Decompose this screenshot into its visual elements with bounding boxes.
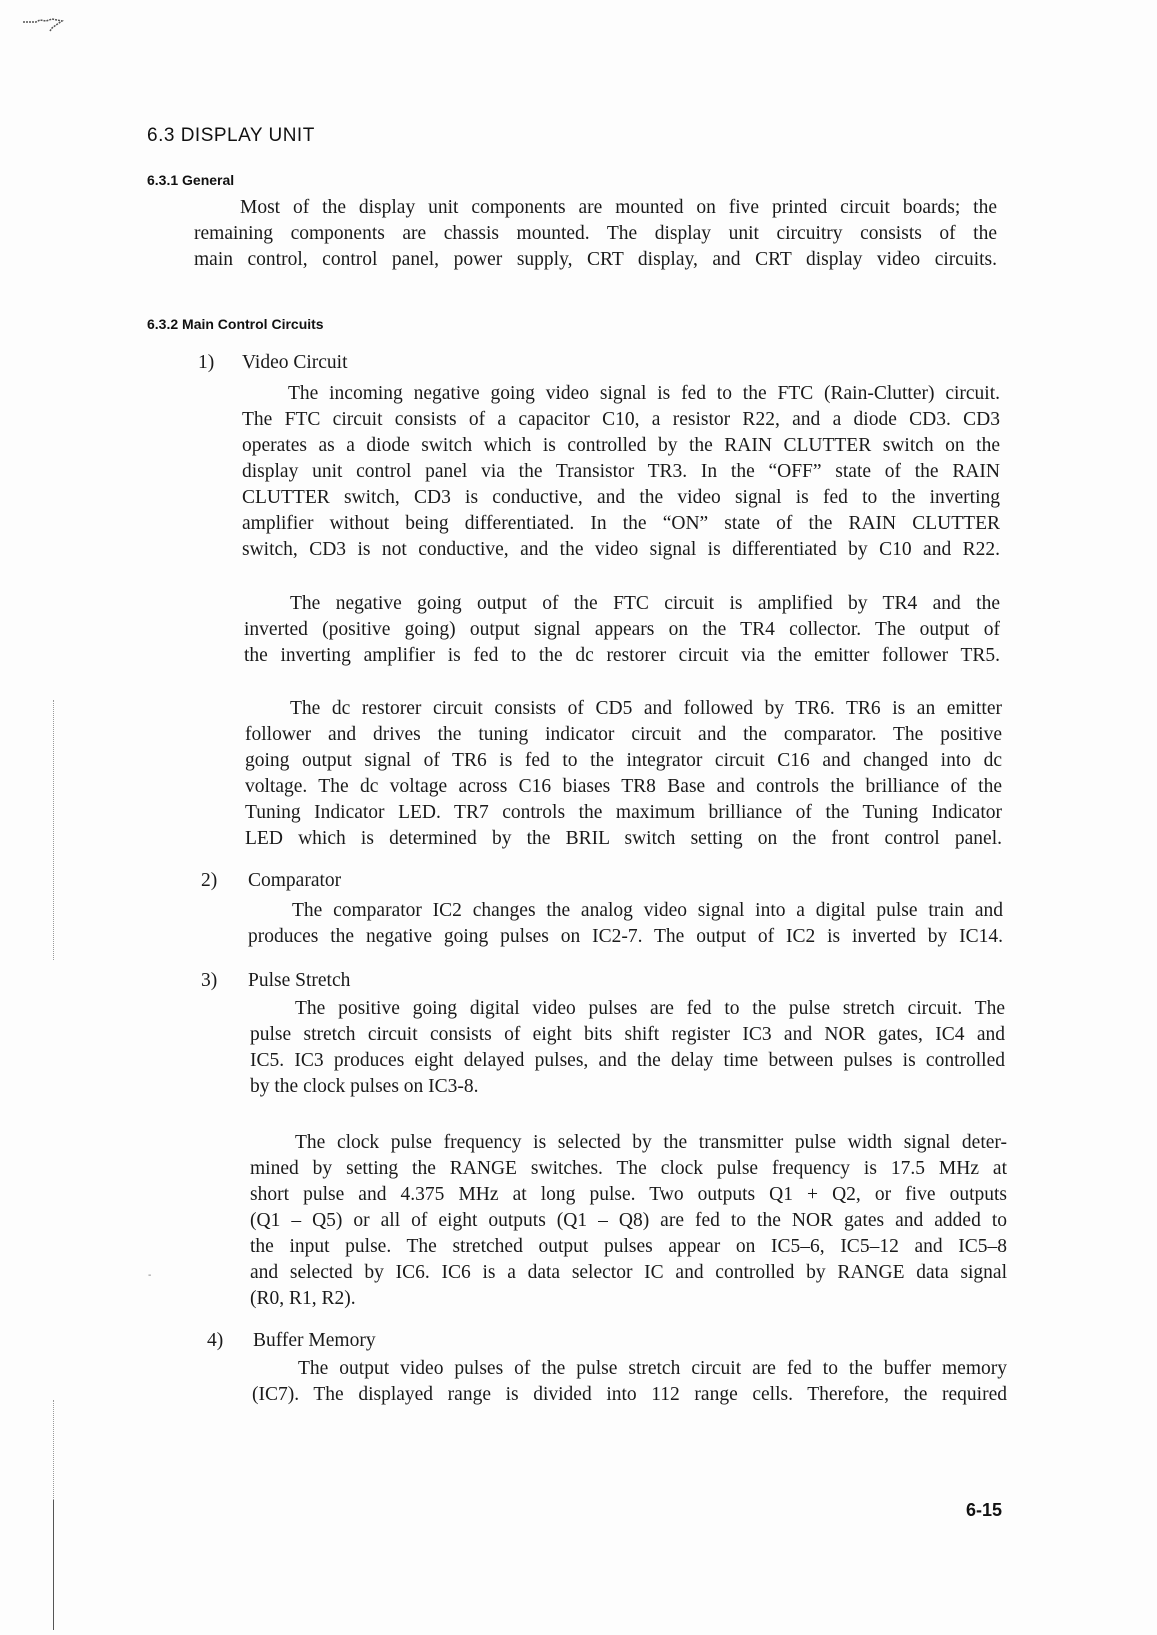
paragraph-line: going output signal of TR6 is fed to the integrator circuit C16 and changed into dc: [245, 750, 1002, 771]
paragraph-line: LED which is determined by the BRIL switch setting on the front control panel.: [245, 828, 1002, 849]
paragraph-line: mined by setting the RANGE switches. The clock pulse frequency is 17.5 MHz at: [250, 1158, 1007, 1179]
paragraph-line: and selected by IC6. IC6 is a data selector IC and controlled by RANGE data signal: [250, 1262, 1007, 1283]
scan-margin-rule: [53, 1500, 54, 1630]
paragraph-line: The FTC circuit consists of a capacitor C10, a resistor R22, and a diode CD3. CD3: [242, 409, 1000, 430]
paragraph-line: The negative going output of the FTC circuit is amplified by TR4 and the: [290, 593, 1000, 614]
paragraph-line: The output video pulses of the pulse stretch circuit are fed to the buffer memory: [298, 1358, 1007, 1379]
item-number: 3): [201, 970, 218, 991]
scan-artifact-mark: [22, 16, 64, 32]
item-title-buffer-memory: Buffer Memory: [253, 1330, 376, 1351]
scan-margin-dots: [53, 700, 55, 960]
paragraph-line: the input pulse. The stretched output pulses appear on IC5–6, IC5–12 and IC5–8: [250, 1236, 1007, 1257]
item-number: 1): [198, 352, 215, 373]
paragraph-line: remaining components are chassis mounted. The display unit circuitry consists of the: [194, 223, 997, 244]
paragraph-line: pulse stretch circuit consists of eight bits shift register IC3 and NOR gates, IC4 and: [250, 1024, 1005, 1045]
paragraph-line: by the clock pulses on IC3-8.: [250, 1076, 479, 1097]
paragraph-line: short pulse and 4.375 MHz at long pulse. Two outputs Q1 + Q2, or five outputs: [250, 1184, 1007, 1205]
subsection-heading-main-control: 6.3.2 Main Control Circuits: [147, 316, 324, 332]
paragraph-line: The clock pulse frequency is selected by the transmitter pulse width signal deter-: [295, 1132, 1007, 1153]
scan-margin-dots: [53, 1400, 55, 1500]
paragraph-line: voltage. The dc voltage across C16 biases TR8 Base and controls the brilliance of the: [245, 776, 1002, 797]
paragraph-line: (R0, R1, R2).: [250, 1288, 356, 1309]
paragraph-line: The incoming negative going video signal is fed to the FTC (Rain-Clutter) circuit.: [288, 383, 1000, 404]
paragraph-line: switch, CD3 is not conductive, and the video signal is differentiated by C10 and R22.: [242, 539, 1000, 560]
paragraph-line: amplifier without being differentiated. In the “ON” state of the RAIN CLUTTER: [242, 513, 1000, 534]
subsection-heading-general: 6.3.1 General: [147, 172, 235, 188]
paragraph-line: main control, control panel, power supply, CRT display, and CRT display video circuits.: [194, 249, 997, 270]
item-title-pulse-stretch: Pulse Stretch: [248, 970, 351, 991]
paragraph-line: Tuning Indicator LED. TR7 controls the maximum brilliance of the Tuning Indicator: [245, 802, 1002, 823]
paragraph-line: follower and drives the tuning indicator circuit and the comparator. The positive: [245, 724, 1002, 745]
paragraph-line: operates as a diode switch which is controlled by the RAIN CLUTTER switch on the: [242, 435, 1000, 456]
page-number: 6-15: [966, 1500, 1003, 1520]
paragraph-line: (IC7). The displayed range is divided into 112 range cells. Therefore, the required: [252, 1384, 1007, 1405]
section-heading: 6.3 DISPLAY UNIT: [147, 125, 315, 146]
paragraph-line: the inverting amplifier is fed to the dc restorer circuit via the emitter follower TR5.: [244, 645, 1000, 666]
paragraph-line: The dc restorer circuit consists of CD5 and followed by TR6. TR6 is an emitter: [290, 698, 1002, 719]
item-title-video-circuit: Video Circuit: [242, 352, 348, 373]
paragraph-line: inverted (positive going) output signal appears on the TR4 collector. The output of: [244, 619, 1000, 640]
paragraph-line: (Q1 – Q5) or all of eight outputs (Q1 – Q8) are fed to the NOR gates and added to: [250, 1210, 1007, 1231]
paragraph-line: display unit control panel via the Transistor TR3. In the “OFF” state of the RAIN: [242, 461, 1000, 482]
paragraph-line: produces the negative going pulses on IC2-7. The output of IC2 is inverted by IC14.: [248, 926, 1003, 947]
paragraph-line: Most of the display unit components are mounted on five printed circuit boards; the: [240, 197, 997, 218]
item-number: 2): [201, 870, 218, 891]
paragraph-line: The positive going digital video pulses are fed to the pulse stretch circuit. The: [295, 998, 1005, 1019]
paragraph-line: IC5. IC3 produces eight delayed pulses, and the delay time between pulses is controlled: [250, 1050, 1005, 1071]
item-number: 4): [207, 1330, 224, 1351]
item-title-comparator: Comparator: [248, 870, 342, 891]
paragraph-line: CLUTTER switch, CD3 is conductive, and the video signal is fed to the inverting: [242, 487, 1000, 508]
paragraph-line: The comparator IC2 changes the analog video signal into a digital pulse train and: [292, 900, 1003, 921]
scan-speck: -: [148, 1270, 152, 1281]
